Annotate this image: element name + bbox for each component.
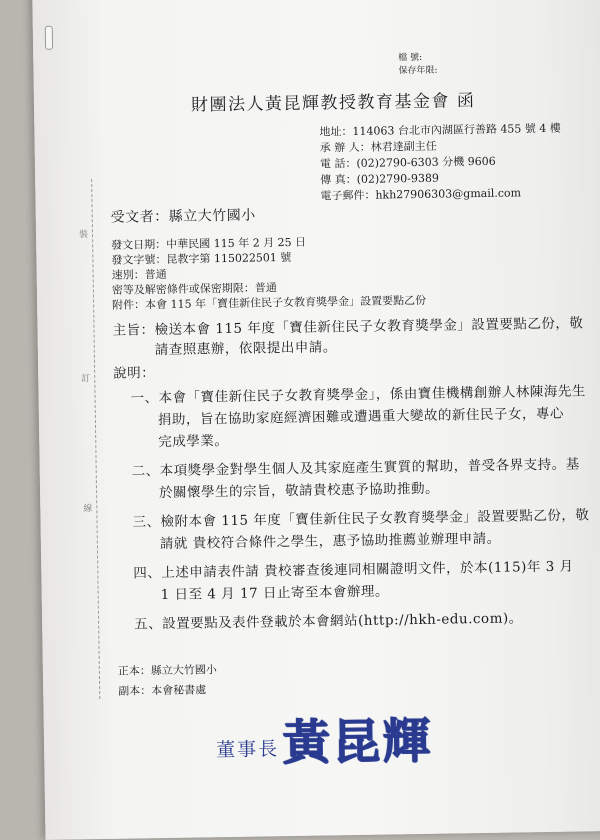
item-4-line-2: 1 日至 4 月 17 日止寄至本會辦理。 xyxy=(160,583,390,604)
item-1-line-3: 完成學業。 xyxy=(158,432,229,451)
contact-handler: 承 辦 人：林君達副主任 xyxy=(319,139,437,155)
binding-mark-3: 線 xyxy=(83,504,93,515)
retention-label: 保存年限: xyxy=(398,65,438,77)
item-2-line-1: 二、本項獎學金對學生個人及其家庭產生實質的幫助，普受各界支持。基 xyxy=(131,456,580,480)
contact-address: 地址：114063 台北市內湖區行善路 455 號 4 樓 xyxy=(319,121,561,139)
contact-phone: 電 話：(02)2790-6303 分機 9606 xyxy=(319,154,496,171)
binding-line xyxy=(91,179,100,699)
file-number-label: 檔 號: xyxy=(398,52,423,64)
document-title: 財團法人黃昆輝教授教育基金會 函 xyxy=(190,91,476,116)
chairman-title: 董事長 xyxy=(215,738,280,762)
item-4-line-1: 四、上述申請表件請 貴校審查後連同相關證明文件，於本(115)年 3 月 xyxy=(133,558,574,582)
contact-fax: 傳 真：(02)2790-9389 xyxy=(320,171,440,187)
binding-mark-1: 裝 xyxy=(78,230,89,241)
document-sheet xyxy=(32,0,600,840)
binder-hole xyxy=(45,26,53,50)
speed: 速別：普通 xyxy=(111,267,167,282)
subject-line-1: 主旨：檢送本會 115 年度「寶佳新住民子女教育獎學金」設置要點乙份，敬 xyxy=(112,315,584,339)
document-number: 發文字號：昆教字第 115022501 號 xyxy=(111,250,292,267)
item-1-line-2: 捐助，旨在協助家庭經濟困難或遭遇重大變故的新住民子女，專心 xyxy=(157,405,565,429)
explanation-label: 說明： xyxy=(113,365,156,382)
contact-email: 電子郵件：hkh27906303@gmail.com xyxy=(320,186,522,203)
attachment: 附件：本會 115 年「寶佳新住民子女教育獎學金」設置要點乙份 xyxy=(112,293,427,312)
item-2-line-2: 於關懷學生的宗旨，敬請貴校惠予協助推動。 xyxy=(158,480,440,502)
issue-date: 發文日期：中華民國 115 年 2 月 25 日 xyxy=(111,235,307,252)
item-1-line-1: 一、本會「寶佳新住民子女教育獎學金」，係由寶佳機構創辦人林陳海先生 xyxy=(130,383,586,407)
recipient: 受文者：縣立大竹國小 xyxy=(110,207,256,226)
original-recipient: 正本：縣立大竹國小 xyxy=(117,663,217,678)
item-3-line-2: 請就 貴校符合條件之學生，惠予協助推薦並辦理申請。 xyxy=(159,530,501,553)
binding-mark-2: 訂 xyxy=(81,374,91,385)
copy-recipient: 副本：本會秘書處 xyxy=(118,683,207,698)
subject-line-2: 請查照惠辦，依限提出申請。 xyxy=(154,339,337,359)
item-3-line-1: 三、檢附本會 115 年度「寶佳新住民子女教育獎學金」設置要點乙份，敬 xyxy=(132,507,590,531)
item-5-line-1: 五、設置要點及表件登載於本會網站(http://hkh-edu.com)。 xyxy=(134,610,523,633)
chairman-seal: 黃昆輝 xyxy=(281,712,433,772)
security-level: 密等及解密條件或保密期限：普通 xyxy=(111,281,277,297)
